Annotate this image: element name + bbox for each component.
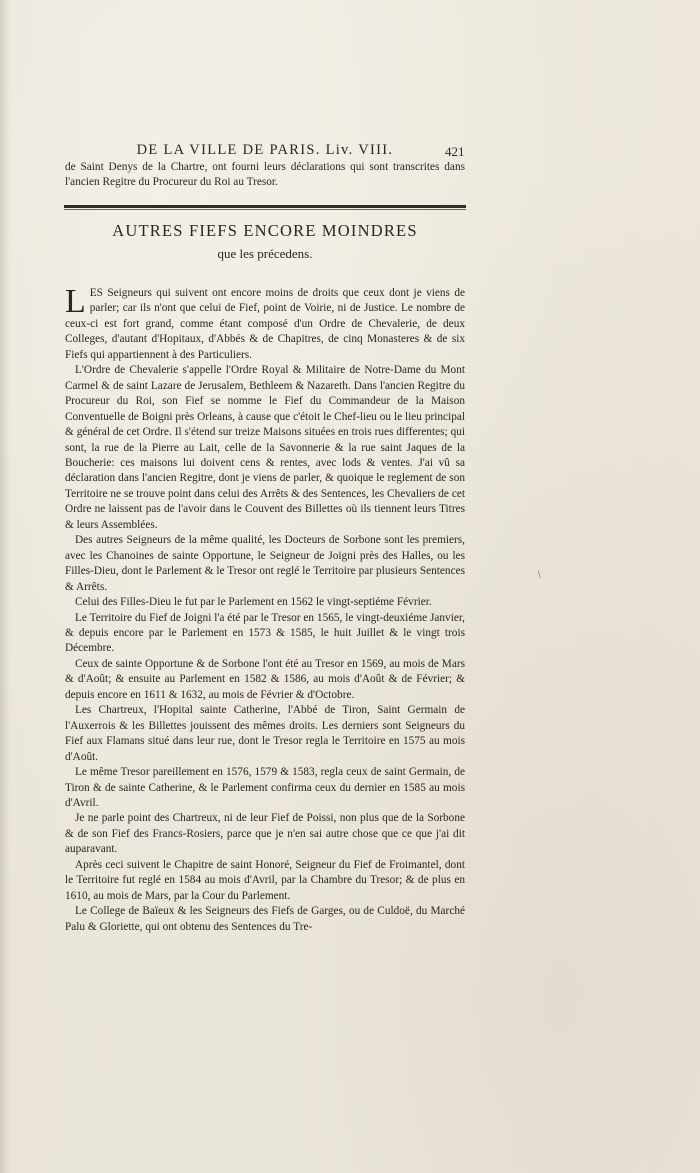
paragraph-2: L'Ordre de Chevalerie s'appelle l'Ordre Royal & Militaire de Notre-Dame du Mont Carmel & de saint Lazare de Jerusalem, Bethleem & Nazareth. Dans l'ancien Regitre du Procureur du Roi, son Fief se nomme le Fief du Commandeur de la Maison Conventuelle de Boigni près Orleans, à cause que c'étoit le Chef-lieu ou le lieu principal & général de cet Ordre. Il s'étend sur treize Maisons situées en trois rues differentes; qui sont, la rue de la Pierre au Lait, celle de la Savonnerie & la rue saint Jaques de la Boucherie: ces maisons lui doivent cens & rentes, avec lods & ventes. J'ai vû sa déclaration dans l'ancien Regitre, dont je viens de parler, & quoique le reglement de son Territoire ne se trouve point dans celui des Arrêts & des Sentences, les Chevaliers de cet Ordre ne laissent pas de l'avoir dans le Couvent des Billettes où ils tiennent leurs Titres & leurs Assemblées. <box>65 364 465 531</box>
carryover-paragraph: de Saint Denys de la Chartre, ont fourni leurs déclarations qui sont transcrites dans l'ancien Regitre du Procureur du Roi au Tresor. <box>65 161 465 189</box>
paragraph-11: Le College de Baïeux & les Seigneurs des Fiefs de Garges, ou de Culdoë, du Marché Palu & Gloriette, qui ont obtenu des Sentences du Tre- <box>65 905 465 933</box>
paragraph-1 <box>65 283 465 363</box>
paragraph-text: Seigneurs qui suivent ont encore moins de droits que ceux dont je viens de parler; car ils n'ont que celui de Fief, point de Voirie, ni de Justice. Le nombre de ceux-ci est fort grand, comme étant composé d'un Ordre de Chevalerie, de deux Colleges, d'autant d'Hopitaux, d'Abbés & de Chapitres, de cinq Monasteres & de six Fiefs qui appartiennent à des Particuliers. <box>65 287 465 361</box>
section-title: AUTRES FIEFS ENCORE MOINDRES <box>112 221 418 240</box>
paragraph-3: Des autres Seigneurs de la même qualité, les Docteurs de Sorbone sont les premiers, avec les Chanoines de sainte Opportune, le Seigneur de Joigni près des Halles, ou les Filles-Dieu, dont le Parlement & le Tresor ont reglé le Territoire par plusieurs Sentences & Arrêts. <box>65 534 465 593</box>
paragraph-8: Le même Tresor pareillement en 1576, 1579 & 1583, regla ceux de saint Germain, de Tiron & de sainte Catherine, & le Parlement confirma ceux du dernier en 1585 au mois d'Avril. <box>65 766 465 809</box>
carryover-block <box>65 160 465 191</box>
margin-mark: \ <box>538 570 541 581</box>
paragraph-lead: ES <box>89 287 103 299</box>
body-text <box>65 283 465 935</box>
section-rule <box>64 205 466 208</box>
paragraph-5: Le Territoire du Fief de Joigni l'a été par le Tresor en 1565, le vingt-deuxiéme Janvier, & depuis encore par le Parlement en 1573 & 1585, le huit Juillet & le vingt trois Décembre. <box>65 611 465 655</box>
section-subtitle: que les précedens. <box>217 246 313 261</box>
running-head: DE LA VILLE DE PARIS. Liv. VIII. <box>136 142 394 158</box>
paragraph-9: Je ne parle point des Chartreux, ni de leur Fief de Poissi, non plus que de la Sorbone & de son Fief des Francs-Rosiers, parce que je n'en sai autre chose que ce que j'ai dit auparavant. <box>65 812 465 856</box>
paragraph-7: Les Chartreux, l'Hopital sainte Catherine, l'Abbé de Tiron, Saint Germain de l'Auxerrois & les Billettes jouissent des mêmes droits. Les derniers sont Seigneurs du Fief aux Flamans situé dans leur rue, dont le Tresor regla le Territoire en 1575 au mois d'Août. <box>65 704 465 763</box>
paragraph-4: Celui des Filles-Dieu le fut par le Parlement en 1562 le vingt-septiéme Février. <box>75 596 432 609</box>
drop-cap: L <box>65 283 86 320</box>
page-number: 421 <box>445 144 465 159</box>
paragraph-6: Ceux de sainte Opportune & de Sorbone l'ont été au Tresor en 1569, au mois de Mars & d'Août; & ensuite au Parlement en 1582 & 1586, au mois d'Août & de Février; & depuis encore en 1611 & 1632, au mois de Février & d'Octobre. <box>65 657 465 701</box>
paragraph-10: Après ceci suivent le Chapitre de saint Honoré, Seigneur du Fief de Froimantel, dont le Territoire fut reglé en 1584 au mois d'Avril, par la Chambre du Tresor; & de plus en 1610, au mois de Mars, par la Cour du Parlement. <box>65 858 465 902</box>
